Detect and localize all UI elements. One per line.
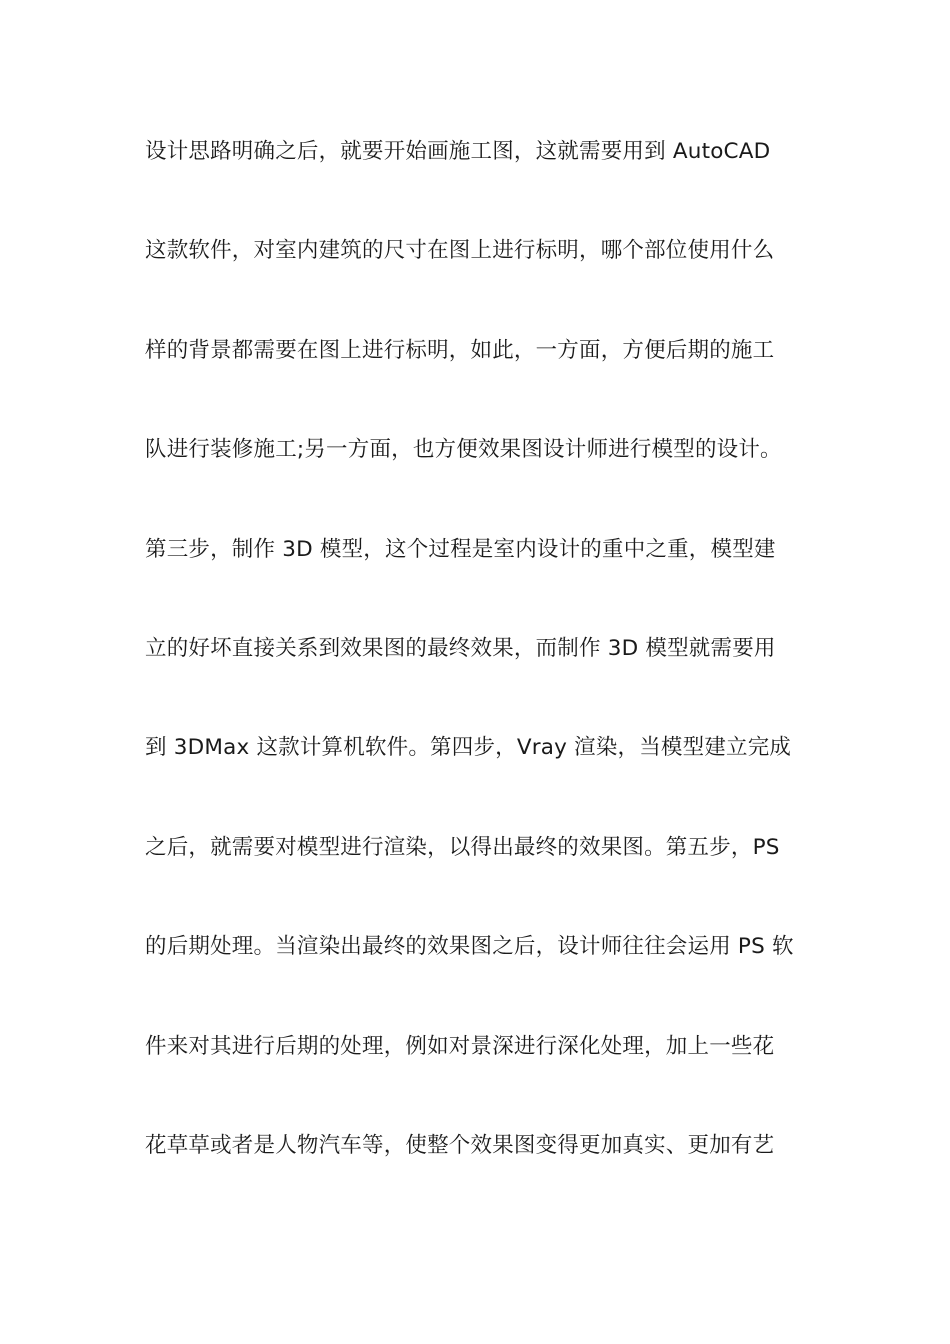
text-line: 的后期处理。当渲染出最终的效果图之后，设计师往往会运用 PS 软 [145, 934, 794, 960]
text-line: 设计思路明确之后，就要开始画施工图，这就需要用到 AutoCAD [145, 139, 771, 164]
text-line: 之后，就需要对模型进行渲染，以得出最终的效果图。第五步，PS [145, 834, 780, 860]
text-line: 这款软件，对室内建筑的尺寸在图上进行标明，哪个部位使用什么 [145, 238, 775, 264]
text-line: 立的好坏直接关系到效果图的最终效果，而制作 3D 模型就需要用 [145, 635, 776, 661]
text-line: 件来对其进行后期的处理，例如对景深进行深化处理，加上一些花 [145, 1033, 775, 1059]
text-line: 样的背景都需要在图上进行标明，如此，一方面，方便后期的施工 [145, 337, 775, 363]
text-line: 第三步，制作 3D 模型，这个过程是室内设计的重中之重，模型建 [145, 536, 776, 562]
text-line: 花草草或者是人物汽车等，使整个效果图变得更加真实、更加有艺 [145, 1132, 775, 1158]
text-line: 队进行装修施工;另一方面，也方便效果图设计师进行模型的设计。 [145, 437, 782, 463]
text-line: 到 3DMax 这款计算机软件。第四步，Vray 渲染，当模型建立完成 [145, 735, 792, 761]
body-text [145, 126, 810, 1219]
